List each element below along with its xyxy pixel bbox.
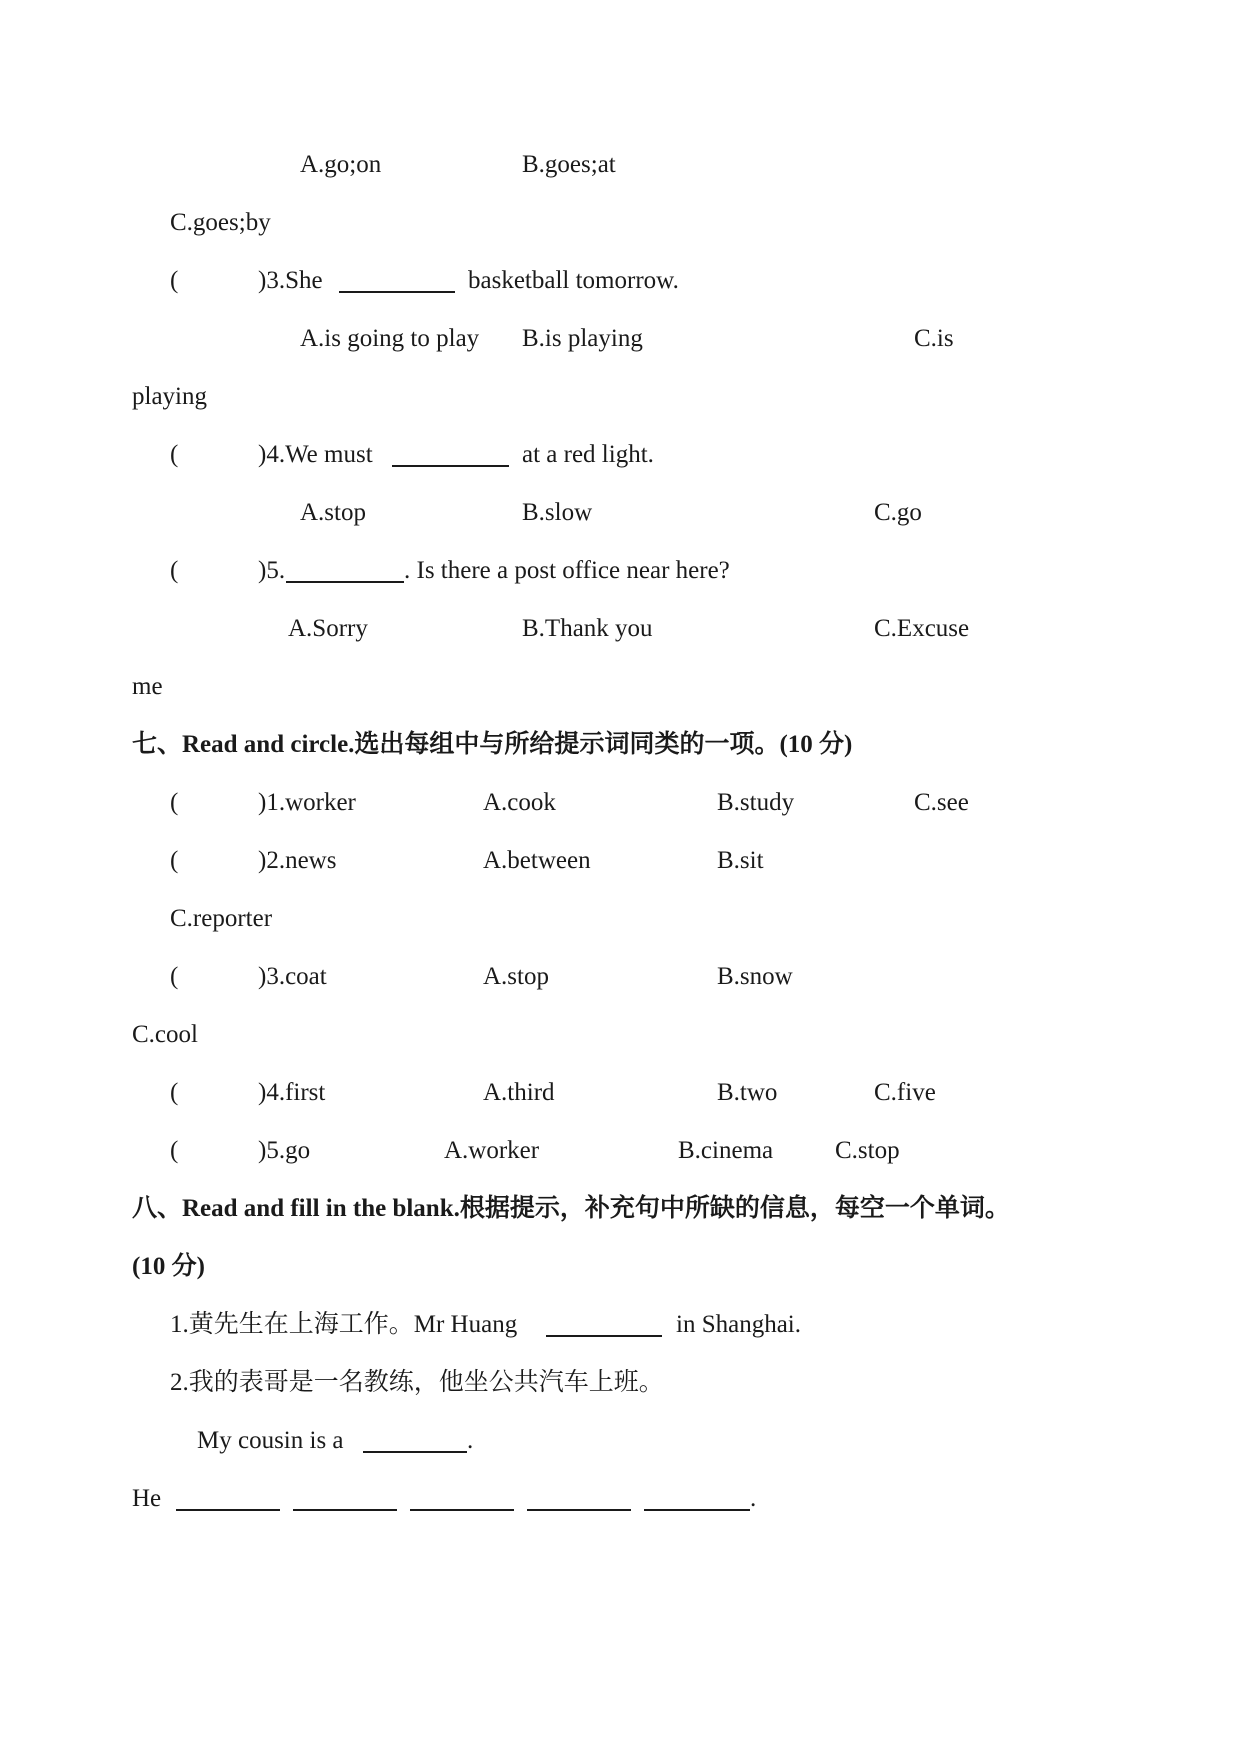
q5-option-b: B.Thank you [522,615,653,642]
s7-item4-paren: ( [170,1079,179,1106]
q3-option-c-wrap: playing [132,383,207,410]
q5-stem-after: . Is there a post office near here? [404,557,730,584]
s8-q2-chinese: 2.我的表哥是一名教练，他坐公共汽车上班。 [170,1369,664,1396]
s7-item3-paren: ( [170,963,179,990]
s8-q2-sentence1-period: . [467,1427,474,1454]
q5-paren: ( [170,557,179,584]
q5-option-a: A.Sorry [288,615,368,642]
q3-stem-after: basketball tomorrow. [468,267,679,294]
q3-option-c: C.is [914,325,954,352]
s8-q2-blank-4[interactable] [410,1509,514,1511]
q4-answer-blank[interactable] [392,465,509,467]
q5-answer-blank[interactable] [286,581,404,583]
section8-heading-score: (10 分) [132,1253,205,1280]
q3-paren: ( [170,267,179,294]
section8-heading: 八、Read and fill in the blank.根据提示，补充句中所缺的信息，每空一个单词。 [132,1195,1010,1222]
q3-stem: )3.She [258,267,323,294]
s7-item3-option-c: C.cool [132,1021,198,1048]
s8-q2-blank-3[interactable] [293,1509,397,1511]
q4-option-b: B.slow [522,499,593,526]
q4-option-c: C.go [874,499,922,526]
s8-q2-blank-6[interactable] [644,1509,750,1511]
s8-q1-blank[interactable] [546,1335,662,1337]
s7-item1-option-c: C.see [914,789,969,816]
s7-item5-option-c: C.stop [835,1137,900,1164]
s7-item3-option-b: B.snow [717,963,793,990]
q2-option-a: A.go;on [300,151,382,178]
s7-item1-option-b: B.study [717,789,795,816]
q2-option-b: B.goes;at [522,151,616,178]
s7-item5-word: )5.go [258,1137,311,1164]
s8-q2-blank-5[interactable] [527,1509,631,1511]
s7-item5-paren: ( [170,1137,179,1164]
s8-q2-sentence2-period: . [750,1485,757,1512]
s7-item4-word: )4.first [258,1079,326,1106]
s7-item5-option-b: B.cinema [678,1137,774,1164]
section7-heading: 七、Read and circle.选出每组中与所给提示词同类的一项。(10 分) [132,731,853,758]
s7-item2-option-b: B.sit [717,847,764,874]
q5-option-c: C.Excuse [874,615,970,642]
s8-q1-prompt: 1.黄先生在上海工作。Mr Huang [170,1311,518,1338]
s7-item2-word: )2.news [258,847,337,874]
s7-item4-option-a: A.third [483,1079,555,1106]
s7-item2-option-a: A.between [483,847,591,874]
s7-item1-paren: ( [170,789,179,816]
s7-item2-option-c: C.reporter [170,905,273,932]
s7-item1-word: )1.worker [258,789,356,816]
q3-option-a: A.is going to play [300,325,480,352]
q4-option-a: A.stop [300,499,366,526]
q3-option-b: B.is playing [522,325,643,352]
s8-q1-after: in Shanghai. [676,1311,801,1338]
s8-q2-sentence1: My cousin is a [197,1427,344,1454]
s8-q2-blank-2[interactable] [176,1509,280,1511]
q2-option-c: C.goes;by [170,209,271,236]
q4-stem-after: at a red light. [522,441,654,468]
s7-item3-option-a: A.stop [483,963,549,990]
s7-item4-option-c: C.five [874,1079,936,1106]
q3-answer-blank[interactable] [339,291,455,293]
s7-item3-word: )3.coat [258,963,327,990]
q5-stem: )5. [258,557,286,584]
s7-item1-option-a: A.cook [483,789,556,816]
s8-q2-sentence2: He [132,1485,162,1512]
s7-item4-option-b: B.two [717,1079,778,1106]
q4-paren: ( [170,441,179,468]
s8-q2-blank-1[interactable] [363,1451,467,1453]
s7-item2-paren: ( [170,847,179,874]
q4-stem: )4.We must [258,441,373,468]
s7-item5-option-a: A.worker [444,1137,540,1164]
q5-option-c-wrap: me [132,673,163,700]
